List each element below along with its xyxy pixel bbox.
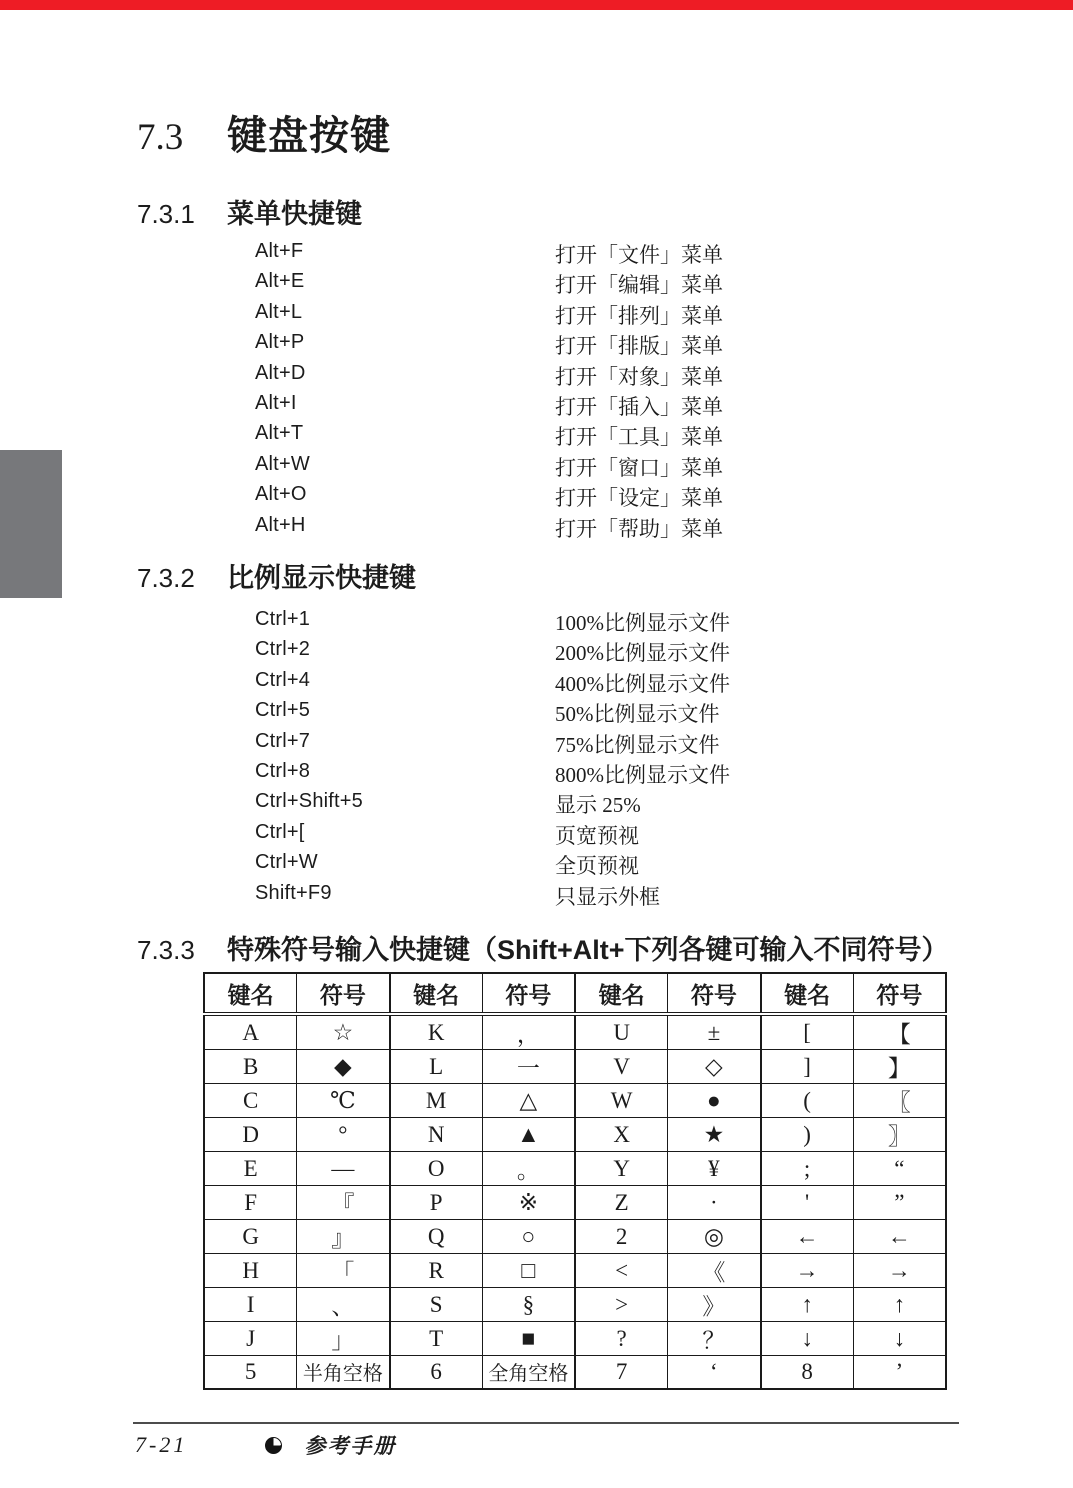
symbol-cell: “: [853, 1152, 946, 1186]
top-accent-bar: [0, 0, 1073, 10]
symbol-cell: 』: [297, 1220, 390, 1254]
key-name-cell: G: [204, 1220, 297, 1254]
key-name-cell: 5: [204, 1356, 297, 1389]
table-header-row: [204, 973, 946, 1014]
shortcut-row: [255, 358, 955, 388]
shortcut-key: Ctrl+Shift+5: [255, 790, 364, 813]
shortcut-description: 打开「排版」菜单: [555, 334, 723, 359]
shortcut-key: Ctrl+8: [255, 759, 311, 782]
shortcut-key: Ctrl+5: [255, 699, 311, 722]
symbol-cell: □: [482, 1254, 575, 1288]
symbol-cell: ’: [853, 1356, 946, 1389]
symbol-cell: ▲: [482, 1118, 575, 1152]
symbol-cell: 『: [297, 1186, 390, 1220]
symbol-cell: 、: [297, 1288, 390, 1322]
shortcut-row: [255, 449, 955, 479]
menu-shortcut-list: [255, 236, 955, 540]
symbol-cell: ★: [668, 1118, 761, 1152]
key-name-cell: →: [761, 1254, 854, 1288]
symbol-cell: ☆: [297, 1014, 390, 1050]
key-name-cell: Z: [575, 1186, 668, 1220]
symbol-cell: ←: [853, 1220, 946, 1254]
key-name-cell: ]: [761, 1050, 854, 1084]
table-row: [204, 1014, 946, 1050]
table-header-cell: 符号: [297, 973, 390, 1014]
table-row: [204, 1220, 946, 1254]
key-name-cell: V: [575, 1050, 668, 1084]
key-name-cell: M: [390, 1084, 483, 1118]
symbol-cell: 】: [853, 1050, 946, 1084]
key-name-cell: ↓: [761, 1322, 854, 1356]
table-header-cell: 符号: [668, 973, 761, 1014]
symbol-cell: §: [482, 1288, 575, 1322]
shortcut-row: [255, 510, 955, 540]
shortcut-description: 打开「文件」菜单: [555, 243, 723, 267]
shortcut-row: [255, 266, 955, 296]
key-name-cell: ↑: [761, 1288, 854, 1322]
shortcut-row: [255, 388, 955, 418]
shortcut-description: 打开「窗口」菜单: [555, 455, 723, 480]
symbol-cell: 【: [853, 1014, 946, 1050]
shortcut-row: [255, 847, 955, 877]
key-name-cell: Y: [575, 1152, 668, 1186]
shortcut-key: Ctrl+4: [255, 668, 311, 691]
key-name-cell: 6: [390, 1356, 483, 1389]
shortcut-description: 显示 25%: [555, 793, 641, 818]
shortcut-key: Alt+P: [255, 331, 305, 354]
symbol-cell: ■: [482, 1322, 575, 1356]
symbol-cell: 全角空格: [482, 1356, 575, 1389]
key-name-cell: A: [204, 1014, 297, 1050]
heading-zoom-shortcuts: [137, 556, 416, 595]
symbol-cell: 」: [297, 1322, 390, 1356]
key-name-cell: [: [761, 1014, 854, 1050]
table-row: [204, 1322, 946, 1356]
key-name-cell: I: [204, 1288, 297, 1322]
symbol-cell: ○: [482, 1220, 575, 1254]
shortcut-row: [255, 604, 955, 634]
shortcut-description: 打开「对象」菜单: [555, 364, 723, 389]
key-name-cell: <: [575, 1254, 668, 1288]
symbol-cell: △: [482, 1084, 575, 1118]
key-name-cell: ?: [575, 1322, 668, 1356]
shortcut-key: Alt+I: [255, 391, 297, 414]
section-title-text: 键盘按键: [227, 114, 391, 158]
shortcut-key: Alt+W: [255, 452, 310, 475]
symbol-cell: ※: [482, 1186, 575, 1220]
table-header-cell: 键名: [204, 973, 297, 1014]
key-name-cell: Q: [390, 1220, 483, 1254]
shortcut-row: [255, 817, 955, 847]
table-row: [204, 1152, 946, 1186]
shortcut-description: 100%比例显示文件: [555, 611, 730, 635]
key-name-cell: >: [575, 1288, 668, 1322]
key-name-cell: K: [390, 1014, 483, 1050]
shortcut-description: 75%比例显示文件: [555, 732, 720, 757]
key-name-cell: J: [204, 1322, 297, 1356]
symbol-cell: ◆: [297, 1050, 390, 1084]
key-name-cell: X: [575, 1118, 668, 1152]
shortcut-key: Alt+F: [255, 240, 304, 262]
heading-number: 7.3.2: [137, 563, 195, 593]
symbol-cell: 。: [482, 1152, 575, 1186]
heading-text: 特殊符号输入快捷键（Shift+Alt+下列各键可输入不同符号）: [227, 935, 949, 965]
key-name-cell: N: [390, 1118, 483, 1152]
key-name-cell: B: [204, 1050, 297, 1084]
symbol-cell: 一: [482, 1050, 575, 1084]
shortcut-row: [255, 786, 955, 816]
shortcut-description: 50%比例显示文件: [555, 702, 720, 727]
page-number: 7-21: [135, 1432, 188, 1457]
heading-menu-shortcuts: [137, 192, 362, 231]
shortcut-key: Shift+F9: [255, 881, 332, 904]
shortcut-description: 800%比例显示文件: [555, 762, 730, 787]
symbol-cell: ·: [668, 1186, 761, 1220]
table-row: [204, 1288, 946, 1322]
symbol-cell: 《: [668, 1254, 761, 1288]
shortcut-row: [255, 695, 955, 725]
symbol-cell: ℃: [297, 1084, 390, 1118]
key-name-cell: F: [204, 1186, 297, 1220]
key-name-cell: W: [575, 1084, 668, 1118]
shortcut-row: [255, 236, 955, 266]
section-number: 7.3: [137, 117, 184, 158]
key-name-cell: 8: [761, 1356, 854, 1389]
table-row: [204, 1050, 946, 1084]
three-quarter-circle-icon: [265, 1437, 282, 1454]
footer: [135, 1430, 396, 1460]
shortcut-key: Alt+T: [255, 422, 304, 445]
shortcut-description: 打开「排列」菜单: [555, 303, 723, 328]
shortcut-description: 200%比例显示文件: [555, 641, 730, 666]
shortcut-description: 打开「编辑」菜单: [555, 273, 723, 298]
shortcut-description: 只显示外框: [555, 884, 660, 909]
shortcut-description: 打开「插入」菜单: [555, 394, 723, 419]
shortcut-description: 打开「工具」菜单: [555, 425, 723, 450]
shortcut-key: Ctrl+W: [255, 851, 318, 874]
symbol-cell: ◎: [668, 1220, 761, 1254]
key-name-cell: ): [761, 1118, 854, 1152]
key-name-cell: (: [761, 1084, 854, 1118]
table-header-cell: 符号: [853, 973, 946, 1014]
shortcut-row: [255, 297, 955, 327]
shortcut-row: [255, 756, 955, 786]
symbol-cell: ？: [668, 1322, 761, 1356]
key-name-cell: U: [575, 1014, 668, 1050]
shortcut-row: [255, 479, 955, 509]
key-name-cell: L: [390, 1050, 483, 1084]
key-name-cell: P: [390, 1186, 483, 1220]
heading-text: 菜单快捷键: [227, 199, 362, 229]
zoom-shortcut-list: [255, 604, 955, 908]
shortcut-key: Alt+L: [255, 300, 303, 323]
heading-number: 7.3.1: [137, 199, 195, 229]
symbol-cell: —: [297, 1152, 390, 1186]
footer-rule: [133, 1422, 959, 1424]
symbol-cell: 〗: [853, 1118, 946, 1152]
table-row: [204, 1186, 946, 1220]
shortcut-key: Ctrl+[: [255, 820, 305, 843]
page-title: [137, 104, 391, 161]
shortcut-row: [255, 634, 955, 664]
symbol-cell: 「: [297, 1254, 390, 1288]
shortcut-key: Ctrl+1: [255, 608, 311, 630]
shortcut-description: 全页预视: [555, 854, 639, 879]
key-name-cell: E: [204, 1152, 297, 1186]
symbol-cell: 》: [668, 1288, 761, 1322]
symbol-cell: ◇: [668, 1050, 761, 1084]
table-header-cell: 键名: [390, 973, 483, 1014]
key-name-cell: O: [390, 1152, 483, 1186]
key-name-cell: 7: [575, 1356, 668, 1389]
shortcut-description: 打开「设定」菜单: [555, 486, 723, 511]
shortcut-row: [255, 327, 955, 357]
symbol-cell: ¥: [668, 1152, 761, 1186]
shortcut-row: [255, 878, 955, 908]
symbol-cell: ↑: [853, 1288, 946, 1322]
key-name-cell: D: [204, 1118, 297, 1152]
heading-number: 7.3.3: [137, 935, 195, 965]
shortcut-row: [255, 665, 955, 695]
table-row: [204, 1254, 946, 1288]
shortcut-description: 页宽预视: [555, 823, 639, 848]
key-name-cell: T: [390, 1322, 483, 1356]
shortcut-key: Alt+D: [255, 361, 306, 384]
heading-symbol-shortcuts: [137, 928, 949, 967]
chapter-tab-marker: [0, 450, 62, 598]
key-name-cell: ;: [761, 1152, 854, 1186]
symbol-table: [203, 972, 947, 1390]
table-header-cell: 键名: [575, 973, 668, 1014]
symbol-cell: →: [853, 1254, 946, 1288]
key-name-cell: ': [761, 1186, 854, 1220]
key-name-cell: R: [390, 1254, 483, 1288]
shortcut-key: Alt+H: [255, 513, 306, 536]
symbol-cell: ，: [482, 1014, 575, 1050]
manual-label: 参考手册: [304, 1435, 397, 1458]
table-body: [204, 1014, 946, 1389]
key-name-cell: ←: [761, 1220, 854, 1254]
table-header-cell: 键名: [761, 973, 854, 1014]
key-name-cell: C: [204, 1084, 297, 1118]
symbol-cell: ”: [853, 1186, 946, 1220]
symbol-cell: ‘: [668, 1356, 761, 1389]
symbol-cell: ↓: [853, 1322, 946, 1356]
heading-text: 比例显示快捷键: [227, 563, 416, 593]
shortcut-row: [255, 726, 955, 756]
key-name-cell: H: [204, 1254, 297, 1288]
table-header-cell: 符号: [482, 973, 575, 1014]
table-row: [204, 1356, 946, 1389]
shortcut-key: Ctrl+7: [255, 729, 311, 752]
table-row: [204, 1118, 946, 1152]
symbol-cell: ±: [668, 1014, 761, 1050]
key-name-cell: S: [390, 1288, 483, 1322]
table-row: [204, 1084, 946, 1118]
symbol-cell: 〖: [853, 1084, 946, 1118]
shortcut-key: Ctrl+2: [255, 638, 311, 661]
symbol-cell: °: [297, 1118, 390, 1152]
shortcut-description: 打开「帮助」菜单: [555, 516, 723, 541]
symbol-cell: ●: [668, 1084, 761, 1118]
shortcut-row: [255, 418, 955, 448]
key-name-cell: 2: [575, 1220, 668, 1254]
shortcut-key: Alt+E: [255, 270, 305, 293]
symbol-cell: 半角空格: [297, 1356, 390, 1389]
shortcut-key: Alt+O: [255, 483, 307, 506]
shortcut-description: 400%比例显示文件: [555, 671, 730, 696]
